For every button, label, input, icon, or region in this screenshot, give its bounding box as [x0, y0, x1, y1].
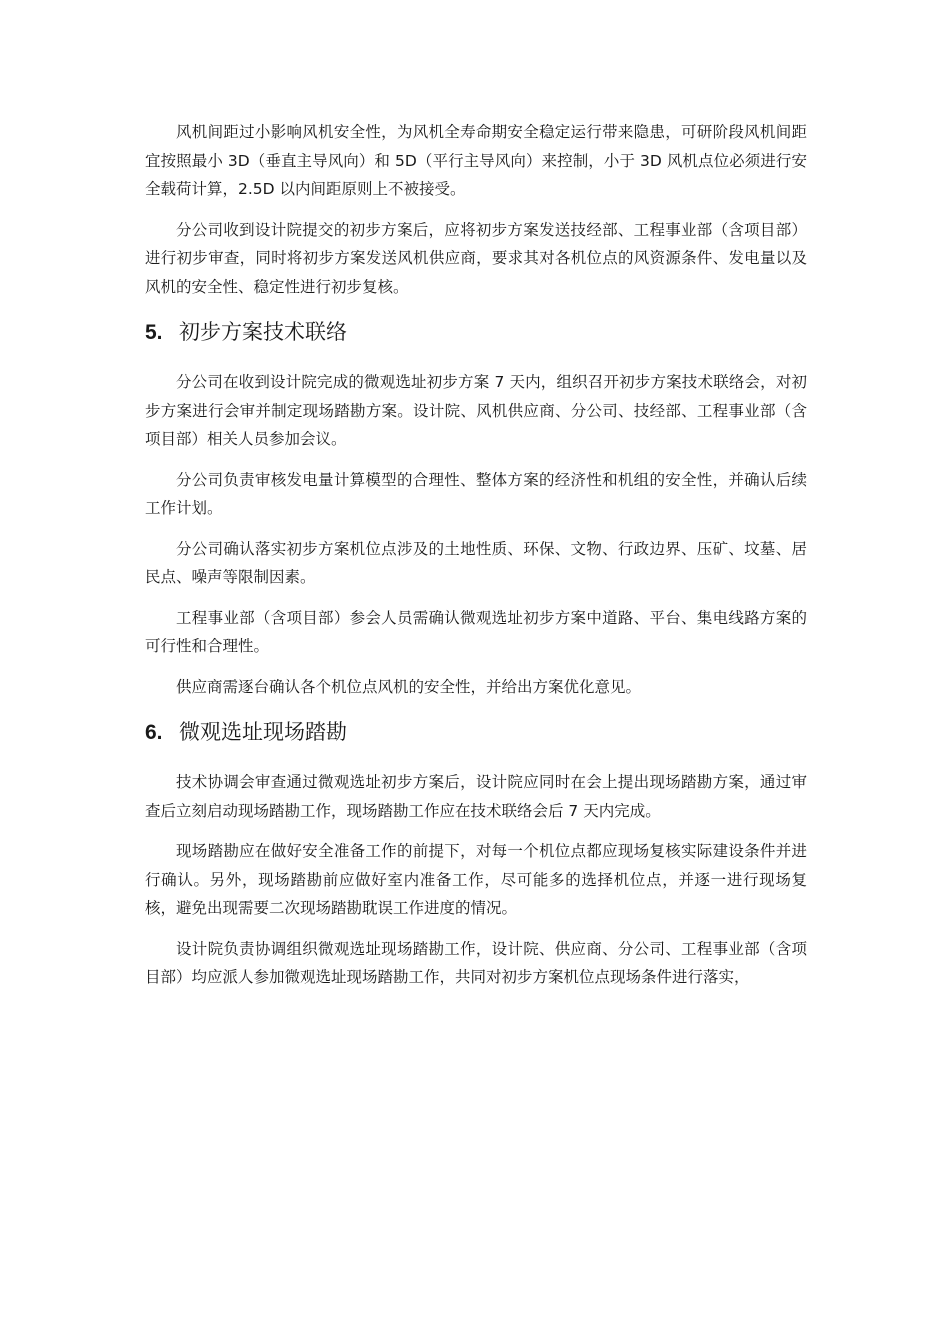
paragraph: 分公司负责审核发电量计算模型的合理性、整体方案的经济性和机组的安全性，并确认后续工作计划。: [145, 470, 807, 517]
paragraph: 分公司收到设计院提交的初步方案后，应将初步方案发送技经部、工程事业部（含项目部）进行初步审查，同时将初步方案发送风机供应商，要求其对各机位点的风资源条件、发电量以及风机的安全性、稳定性进行初步复核。: [145, 220, 807, 296]
paragraph: 分公司在收到设计院完成的微观选址初步方案 7 天内，组织召开初步方案技术联络会，对初步方案进行会审并制定现场踏勘方案。设计院、风机供应商、分公司、技经部、工程事业部（含项目部）相关人员参加会议。: [145, 373, 807, 448]
document-page: [145, 118, 807, 1004]
section-title: 微观选址现场踏勘: [179, 720, 347, 744]
paragraph: 现场踏勘应在做好安全准备工作的前提下，对每一个机位点都应现场复核实际建设条件并进行确认。另外，现场踏勘前应做好室内准备工作，尽可能多的选择机位点，并逐一进行现场复核，避免出现需要二次现场踏勘耽误工作进度的情况。: [145, 842, 807, 917]
paragraph: 技术协调会审查通过微观选址初步方案后，设计院应同时在会上提出现场踏勘方案，通过审查后立刻启动现场踏勘工作，现场踏勘工作应在技术联络会后 7 天内完成。: [145, 773, 807, 820]
paragraph: 设计院负责协调组织微观选址现场踏勘工作，设计院、供应商、分公司、工程事业部（含项目部）均应派人参加微观选址现场踏勘工作，共同对初步方案机位点现场条件进行落实，: [145, 939, 807, 986]
paragraph: 工程事业部（含项目部）参会人员需确认微观选址初步方案中道路、平台、集电线路方案的可行性和合理性。: [145, 608, 807, 655]
paragraph: 分公司确认落实初步方案机位点涉及的土地性质、环保、文物、行政边界、压矿、坟墓、居民点、噪声等限制因素。: [145, 539, 807, 586]
paragraph: 风机间距过小影响风机安全性，为风机全寿命期安全稳定运行带来隐患，可研阶段风机间距宜按照最小 3D（垂直主导风向）和 5D（平行主导风向）来控制，小于 3D 风机点位必须进行安全载荷计算，2.5D 以内间距原则上不被接受。: [145, 123, 807, 198]
section-number: 5.: [145, 321, 163, 344]
section-number: 6.: [145, 721, 163, 744]
paragraph: 供应商需逐台确认各个机位点风机的安全性，并给出方案优化意见。: [176, 677, 642, 696]
section-heading-5: [145, 315, 807, 350]
section-title: 初步方案技术联络: [179, 320, 347, 344]
section-heading-6: [145, 715, 807, 750]
